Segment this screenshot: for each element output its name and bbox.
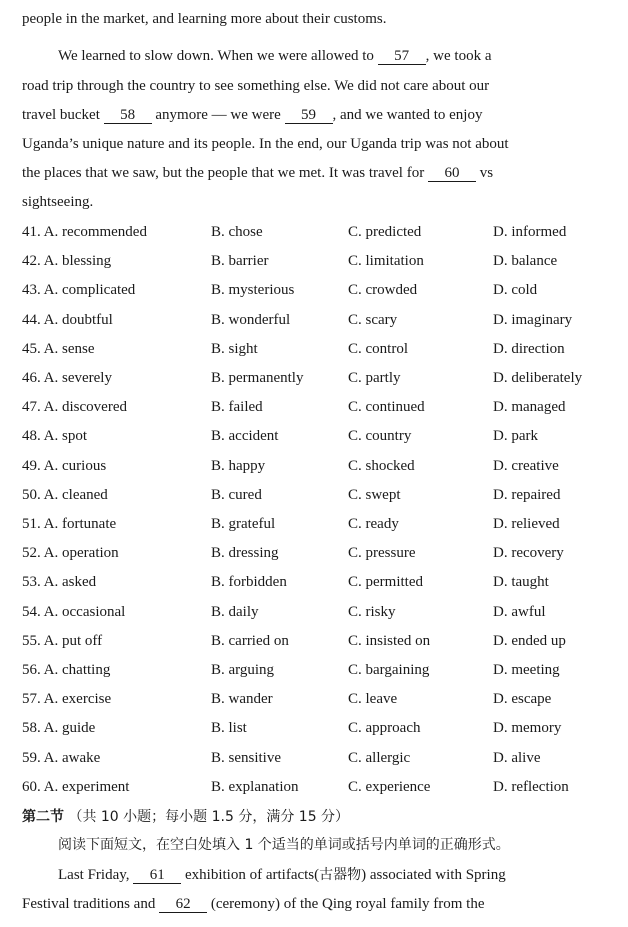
- option-choice-c[interactable]: C. bargaining: [348, 662, 430, 678]
- option-choice-a[interactable]: 53. A. asked: [22, 574, 97, 591]
- option-choice-a[interactable]: 50. A. cleaned: [22, 486, 108, 503]
- passage-text: Uganda’s unique nature and its people. In the end, our Uganda trip was not about: [22, 136, 509, 152]
- option-choice-d[interactable]: D. taught: [493, 574, 549, 591]
- option-choice-a[interactable]: 41. A. recommended: [22, 224, 147, 240]
- option-choice-c[interactable]: C. crowded: [348, 282, 418, 299]
- option-choice-d[interactable]: D. recovery: [493, 545, 564, 562]
- option-choice-c[interactable]: C. permitted: [348, 574, 423, 591]
- option-choice-d[interactable]: D. alive: [493, 749, 541, 766]
- option-choice-d[interactable]: D. meeting: [493, 662, 560, 678]
- option-choice-b[interactable]: B. wonderful: [211, 311, 291, 328]
- option-row: [22, 660, 622, 680]
- option-row: [22, 485, 622, 505]
- option-choice-a[interactable]: 52. A. operation: [22, 545, 119, 562]
- option-choice-a[interactable]: 49. A. curious: [22, 457, 107, 474]
- option-row: [22, 222, 622, 242]
- option-choice-c[interactable]: C. allergic: [348, 749, 411, 766]
- passage-text-cn: 古器物: [319, 867, 362, 883]
- option-choice-b[interactable]: B. explanation: [211, 778, 299, 795]
- option-choice-b[interactable]: B. permanently: [211, 370, 304, 386]
- section-heading: [22, 806, 349, 826]
- passage-text: the places that we saw, but the people that we met. It was travel for: [22, 165, 428, 181]
- section-note: （共 10 小题；每小题 1.5 分，满分 15 分）: [68, 809, 350, 825]
- passage-line-5: [22, 135, 509, 153]
- option-row: [22, 426, 622, 446]
- option-row: [22, 251, 622, 271]
- option-choice-d[interactable]: D. park: [493, 428, 538, 445]
- option-choice-b[interactable]: B. barrier: [211, 253, 269, 270]
- option-choice-b[interactable]: B. accident: [211, 428, 279, 445]
- option-row: [22, 310, 622, 330]
- option-row: [22, 280, 622, 300]
- passage-text: anymore — we were: [151, 107, 285, 123]
- instruction-text: 阅读下面短文，在空白处填入 1 个适当的单词或括号内单词的正确形式。: [58, 837, 510, 853]
- option-row: [22, 748, 622, 768]
- blank-58[interactable]: 58: [104, 108, 152, 124]
- option-choice-c[interactable]: C. limitation: [348, 253, 424, 270]
- passage-text: exhibition of artifacts(: [181, 867, 320, 883]
- option-choice-a[interactable]: 51. A. fortunate: [22, 516, 117, 532]
- blank-57[interactable]: 57: [378, 49, 426, 65]
- option-choice-c[interactable]: C. swept: [348, 486, 401, 503]
- section-instruction: [58, 836, 510, 854]
- passage-text: , and we wanted to enjoy: [332, 107, 483, 123]
- passage-text: sightseeing.: [22, 194, 94, 210]
- option-choice-d[interactable]: D. creative: [493, 457, 559, 474]
- option-choice-b[interactable]: B. carried on: [211, 632, 289, 649]
- passage-text: Last Friday,: [58, 867, 134, 883]
- blank-61[interactable]: 61: [133, 868, 181, 884]
- option-choice-b[interactable]: B. grateful: [211, 516, 276, 532]
- option-choice-c[interactable]: C. insisted on: [348, 632, 431, 649]
- option-row: [22, 543, 622, 563]
- option-choice-b[interactable]: B. happy: [211, 457, 266, 474]
- passage-line-2: [58, 47, 492, 65]
- option-choice-a[interactable]: 60. A. experiment: [22, 778, 130, 795]
- option-choice-c[interactable]: C. approach: [348, 720, 421, 737]
- passage-text: people in the market, and learning more about their customs.: [22, 11, 387, 27]
- option-choice-d[interactable]: D. repaired: [493, 486, 561, 503]
- option-choice-d[interactable]: D. imaginary: [493, 311, 573, 328]
- option-choice-c[interactable]: C. continued: [348, 399, 425, 416]
- option-choice-c[interactable]: C. partly: [348, 370, 401, 386]
- passage-line-3: [22, 77, 489, 95]
- option-choice-d[interactable]: D. awful: [493, 603, 546, 620]
- option-choice-d[interactable]: D. managed: [493, 399, 566, 416]
- option-choice-b[interactable]: B. arguing: [211, 662, 275, 678]
- option-choice-d[interactable]: D. ended up: [493, 632, 566, 649]
- blank-59[interactable]: 59: [285, 108, 333, 124]
- option-choice-a[interactable]: 48. A. spot: [22, 428, 88, 445]
- option-row: [22, 368, 622, 388]
- passage-line-4: [22, 106, 482, 124]
- option-choice-d[interactable]: D. direction: [493, 340, 565, 357]
- option-choice-d[interactable]: D. escape: [493, 691, 552, 708]
- option-row: [22, 456, 622, 476]
- option-choice-d[interactable]: D. informed: [493, 224, 567, 240]
- option-row: [22, 397, 622, 417]
- option-choice-d[interactable]: D. reflection: [493, 778, 569, 795]
- option-choice-c[interactable]: C. ready: [348, 516, 399, 532]
- option-choice-b[interactable]: B. wander: [211, 691, 273, 708]
- option-row: [22, 689, 622, 709]
- passage-text: road trip through the country to see something else. We did not care about our: [22, 78, 490, 94]
- passage-line-1: [22, 10, 386, 28]
- option-choice-a[interactable]: 45. A. sense: [22, 340, 95, 357]
- option-choice-b[interactable]: B. failed: [211, 399, 263, 416]
- passage-text: travel bucket: [22, 107, 104, 123]
- option-choice-a[interactable]: 57. A. exercise: [22, 691, 112, 708]
- option-choice-d[interactable]: D. deliberately: [493, 370, 583, 386]
- option-choice-d[interactable]: D. relieved: [493, 516, 560, 532]
- passage-text: Festival traditions and: [22, 896, 160, 912]
- option-choice-d[interactable]: D. cold: [493, 282, 538, 299]
- option-choice-c[interactable]: C. experience: [348, 778, 431, 795]
- option-choice-c[interactable]: C. control: [348, 340, 408, 357]
- option-row: [22, 777, 622, 797]
- passage-text: We learned to slow down. When we were allowed to: [58, 48, 378, 64]
- option-choice-a[interactable]: 44. A. doubtful: [22, 311, 113, 328]
- option-choice-c[interactable]: C. leave: [348, 691, 398, 708]
- option-choice-a[interactable]: 43. A. complicated: [22, 282, 136, 299]
- option-choice-b[interactable]: B. daily: [211, 603, 259, 620]
- option-choice-a[interactable]: 54. A. occasional: [22, 603, 126, 620]
- section-title: 第二节: [22, 809, 64, 825]
- option-choice-c[interactable]: C. predicted: [348, 224, 422, 240]
- passage-text: vs: [475, 165, 494, 181]
- option-choice-b[interactable]: B. sensitive: [211, 749, 281, 766]
- option-choice-a[interactable]: 47. A. discovered: [22, 399, 127, 416]
- option-choice-d[interactable]: D. balance: [493, 253, 558, 270]
- passage2-line-1: [58, 866, 506, 884]
- option-choice-b[interactable]: B. chose: [211, 224, 263, 240]
- passage-line-7: [22, 193, 93, 211]
- passage-line-6: [22, 164, 493, 182]
- passage-text: (ceremony) of the Qing royal family from the: [207, 896, 485, 912]
- option-row: [22, 514, 622, 534]
- option-choice-c[interactable]: C. pressure: [348, 545, 416, 562]
- option-choice-a[interactable]: 58. A. guide: [22, 720, 96, 737]
- passage-text: ) associated with Spring: [361, 867, 506, 883]
- option-choice-a[interactable]: 59. A. awake: [22, 749, 101, 766]
- option-choice-c[interactable]: C. country: [348, 428, 412, 445]
- passage-text: , we took a: [425, 48, 492, 64]
- option-choice-a[interactable]: 56. A. chatting: [22, 662, 111, 678]
- blank-60[interactable]: 60: [428, 166, 476, 182]
- option-choice-c[interactable]: C. risky: [348, 603, 396, 620]
- option-choice-c[interactable]: C. shocked: [348, 457, 415, 474]
- option-choice-b[interactable]: B. mysterious: [211, 282, 295, 299]
- option-choice-b[interactable]: B. cured: [211, 486, 262, 503]
- option-row: [22, 339, 622, 359]
- option-choice-d[interactable]: D. memory: [493, 720, 562, 737]
- option-choice-a[interactable]: 42. A. blessing: [22, 253, 112, 270]
- passage2-line-2: [22, 895, 484, 913]
- option-choice-a[interactable]: 55. A. put off: [22, 632, 103, 649]
- option-choice-b[interactable]: B. dressing: [211, 545, 279, 562]
- blank-62[interactable]: 62: [159, 897, 207, 913]
- option-row: [22, 602, 622, 622]
- option-choice-b[interactable]: B. sight: [211, 340, 258, 357]
- option-choice-b[interactable]: B. list: [211, 720, 247, 737]
- option-row: [22, 631, 622, 651]
- option-row: [22, 718, 622, 738]
- option-row: [22, 572, 622, 592]
- option-choice-b[interactable]: B. forbidden: [211, 574, 287, 591]
- option-choice-c[interactable]: C. scary: [348, 311, 398, 328]
- option-choice-a[interactable]: 46. A. severely: [22, 370, 112, 386]
